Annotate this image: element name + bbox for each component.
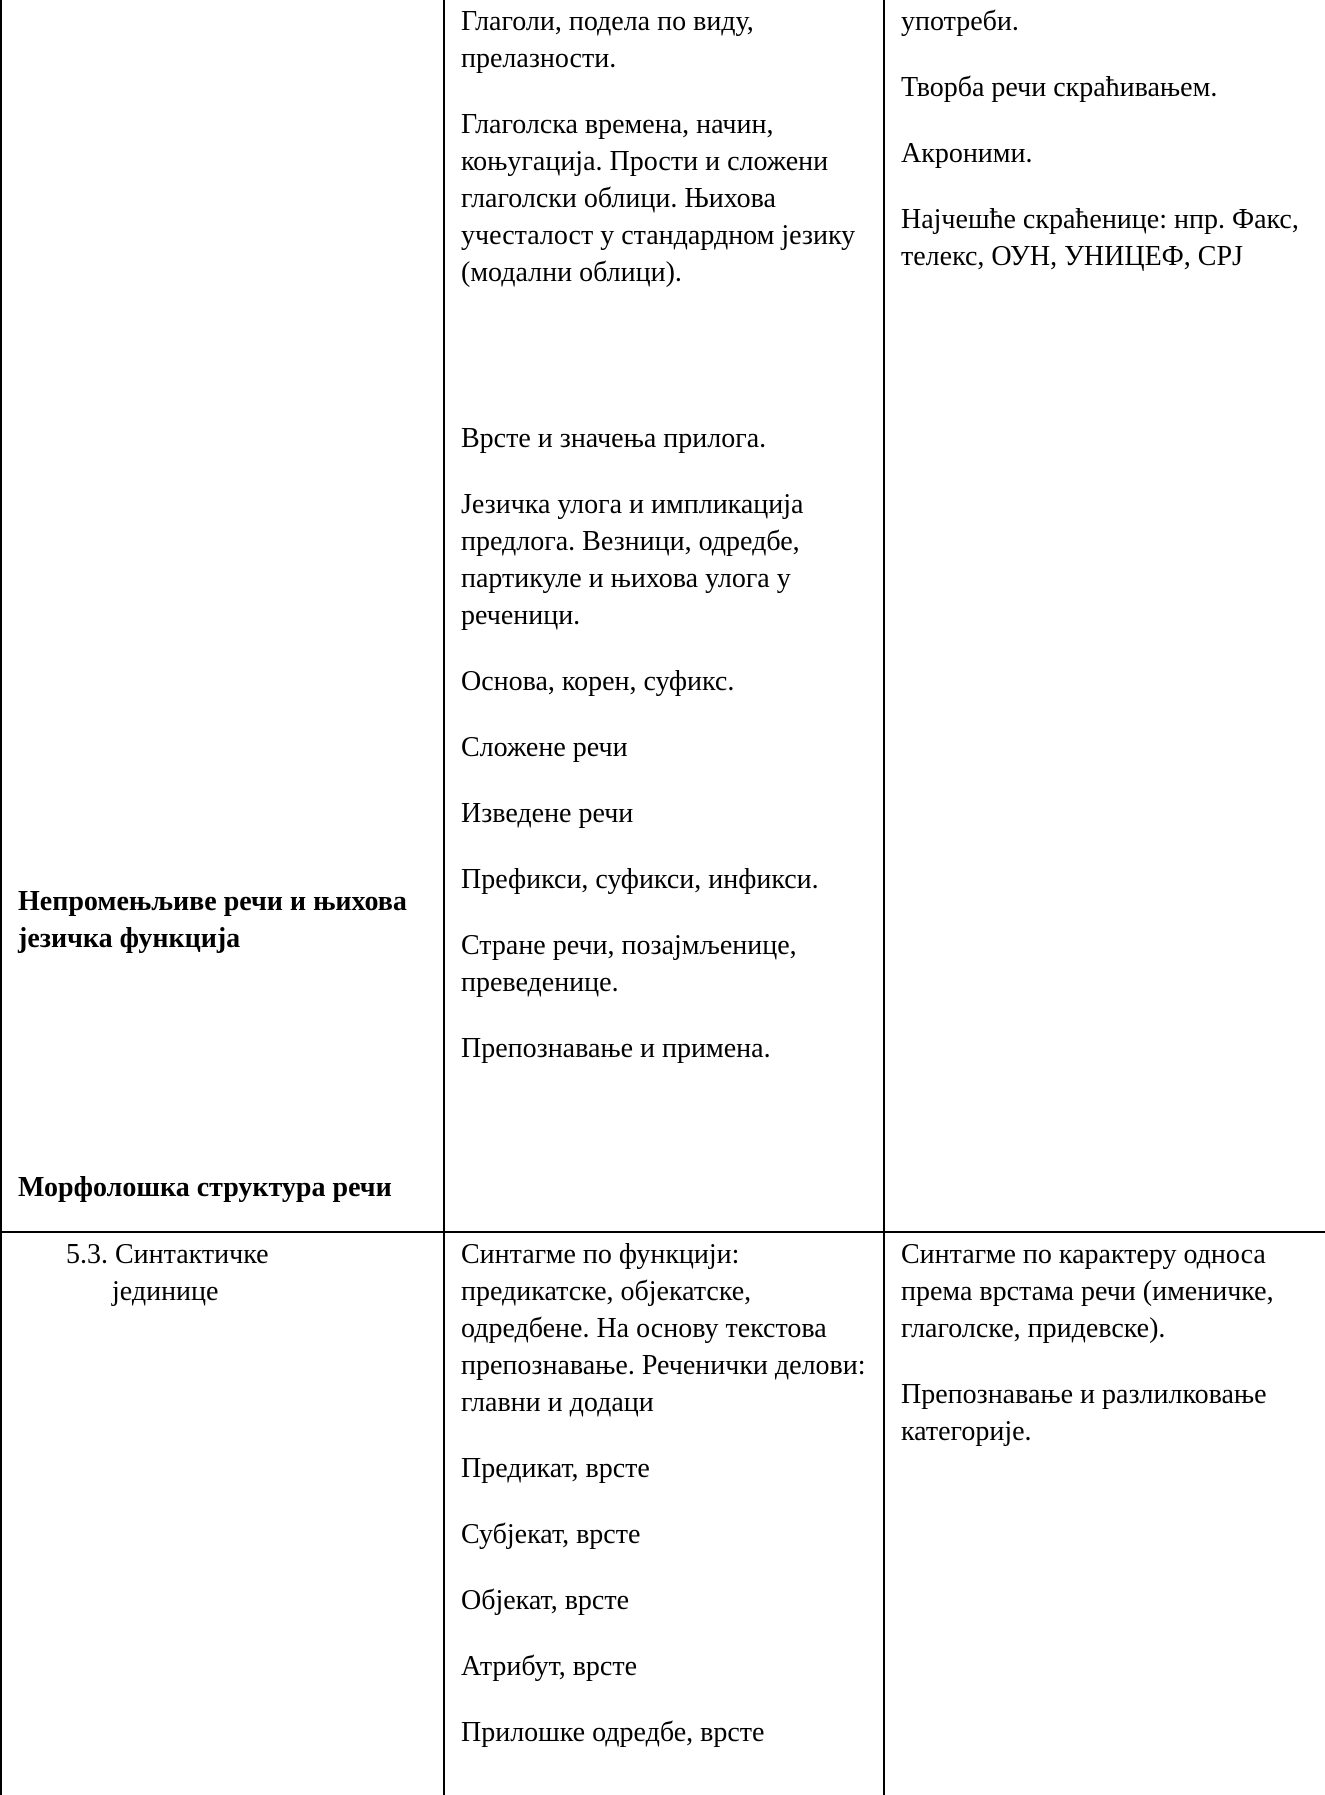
content-paragraph: Глаголска времена, начин, коњугација. Прости и сложени глаголски облици. Њихова учесталост у стандардном језику (модални облици).	[461, 109, 856, 288]
content-paragraph: Субјекат, врсте	[461, 1519, 641, 1550]
content-paragraph: Основа, корен, суфикс.	[461, 666, 735, 697]
notes-paragraph: Синтагме по карактеру односа према врстама речи (именичке, глаголске, придевске).	[901, 1239, 1274, 1344]
notes-paragraph: Творба речи скраћивањем.	[901, 72, 1218, 103]
notes-paragraph: употреби.	[901, 6, 1019, 37]
row2-notes-cell	[884, 1232, 1325, 1795]
row2-topic-cell	[1, 1232, 444, 1795]
row1-notes-cell	[884, 0, 1325, 1232]
row2-content-cell	[444, 1232, 884, 1795]
content-paragraph: Предикат, врсте	[461, 1453, 650, 1484]
row1-topic-cell	[1, 0, 444, 1232]
content-paragraph: Префикси, суфикси, инфикси.	[461, 864, 819, 895]
notes-paragraph: Акроними.	[901, 138, 1033, 169]
heading-nonchanging-words: Непромењљиве речи и њихова језичка функција	[18, 886, 407, 954]
notes-paragraph: Најчешће скраћенице: нпр. Факс, телекс, ОУН, УНИЦЕФ, СРЈ	[901, 204, 1299, 272]
content-paragraph: Сложене речи	[461, 732, 628, 763]
content-paragraph: Прилошке одредбе, врсте	[461, 1717, 765, 1748]
section-number-label: 5.3. Синтактичке	[66, 1239, 269, 1270]
spacer	[461, 320, 871, 420]
content-paragraph: Препознавање и примена.	[461, 1033, 771, 1064]
content-paragraph: Изведене речи	[461, 798, 634, 829]
table-row	[1, 0, 1325, 1232]
row1-content-cell	[444, 0, 884, 1232]
content-paragraph: Језичка улога и импликација предлога. Везници, одредбе, партикуле и њихова улога у реченици.	[461, 489, 804, 631]
notes-paragraph: Препознавање и разлилковање категорије.	[901, 1379, 1267, 1447]
content-paragraph: Стране речи, позајмљенице, преведенице.	[461, 930, 797, 998]
content-paragraph: Објекат, врсте	[461, 1585, 629, 1616]
table-row	[1, 1232, 1325, 1795]
content-paragraph: Атрибут, врсте	[461, 1651, 638, 1682]
content-paragraph: Врсте и значења прилога.	[461, 423, 767, 454]
section-title-line2: јединице	[112, 1276, 219, 1307]
section-label	[66, 1236, 431, 1310]
content-paragraph: Синтагме по функцији: предикатске, објекатске, одредбене. На основу текстова препознавање. Реченички делови: главни и додаци	[461, 1239, 866, 1418]
content-paragraph: Глаголи, подела по виду, прелазности.	[461, 6, 754, 74]
heading-morphological-structure: Морфолошка структура речи	[18, 1172, 392, 1203]
